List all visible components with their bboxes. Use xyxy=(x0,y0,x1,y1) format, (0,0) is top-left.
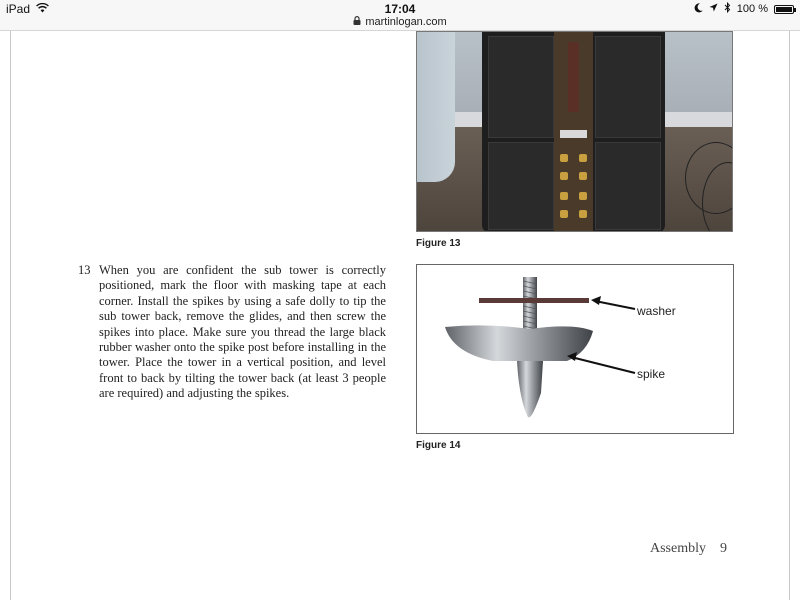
photo-speaker-tower xyxy=(482,32,665,232)
photo-center-channel xyxy=(554,32,593,232)
location-arrow-icon xyxy=(709,3,718,15)
figure-14-caption: Figure 14 xyxy=(416,440,461,451)
photo-terminal xyxy=(579,210,587,218)
status-bar-right xyxy=(694,2,794,16)
clock: 17:04 xyxy=(384,2,416,16)
photo-terminal xyxy=(579,154,587,162)
photo-panel-lower-right xyxy=(595,142,661,230)
bluetooth-icon xyxy=(724,2,731,16)
photo-panel-upper-right xyxy=(595,36,661,138)
battery-icon xyxy=(774,5,794,14)
url-text: martinlogan.com xyxy=(365,16,447,28)
photo-terminal xyxy=(560,172,568,180)
figure-14-diagram xyxy=(416,264,734,434)
washer-arrow xyxy=(591,296,635,309)
page-number: 9 xyxy=(720,541,727,556)
status-bar xyxy=(0,0,800,31)
photo-terminal xyxy=(560,192,568,200)
address-bar[interactable] xyxy=(0,16,800,28)
photo-terminal xyxy=(579,172,587,180)
lock-icon xyxy=(353,16,361,28)
photo-panel-lower-left xyxy=(488,142,554,230)
washer xyxy=(479,298,589,303)
photo-panel-upper-left xyxy=(488,36,554,138)
photo-terminal xyxy=(560,154,568,162)
figure-13-photo xyxy=(416,31,733,232)
step-instructions: When you are confident the sub tower is correctly positioned, mark the floor with masking tape at each corner. Install the spikes by using a safe dolly to tip the sub tower back, remove the glides, and then screw the spikes into place. Make sure you thread the large black rubber washer onto the spike post before installing in the tower. Place the tower in a vertical position, and level front to back by tilting the tower back (at least 3 people are required) and adjusting the spikes. xyxy=(99,263,386,401)
figure-13-caption: Figure 13 xyxy=(416,238,461,249)
washer-label: washer xyxy=(637,304,676,318)
step-number: 13 xyxy=(78,263,91,277)
page-edge-left xyxy=(10,31,11,600)
battery-percent: 100 % xyxy=(736,3,768,15)
moon-icon xyxy=(694,3,703,16)
photo-bracket xyxy=(560,130,587,138)
device-name: iPad xyxy=(6,2,31,16)
page-footer xyxy=(650,541,727,557)
footer-section: Assembly xyxy=(650,541,706,556)
photo-terminal xyxy=(579,192,587,200)
spike-label: spike xyxy=(637,367,666,381)
photo-column xyxy=(417,32,455,182)
spike-thread xyxy=(523,277,537,335)
page-edge-right xyxy=(789,31,790,600)
photo-terminal xyxy=(560,210,568,218)
photo-cabling xyxy=(568,42,579,112)
spike-body xyxy=(445,325,593,417)
